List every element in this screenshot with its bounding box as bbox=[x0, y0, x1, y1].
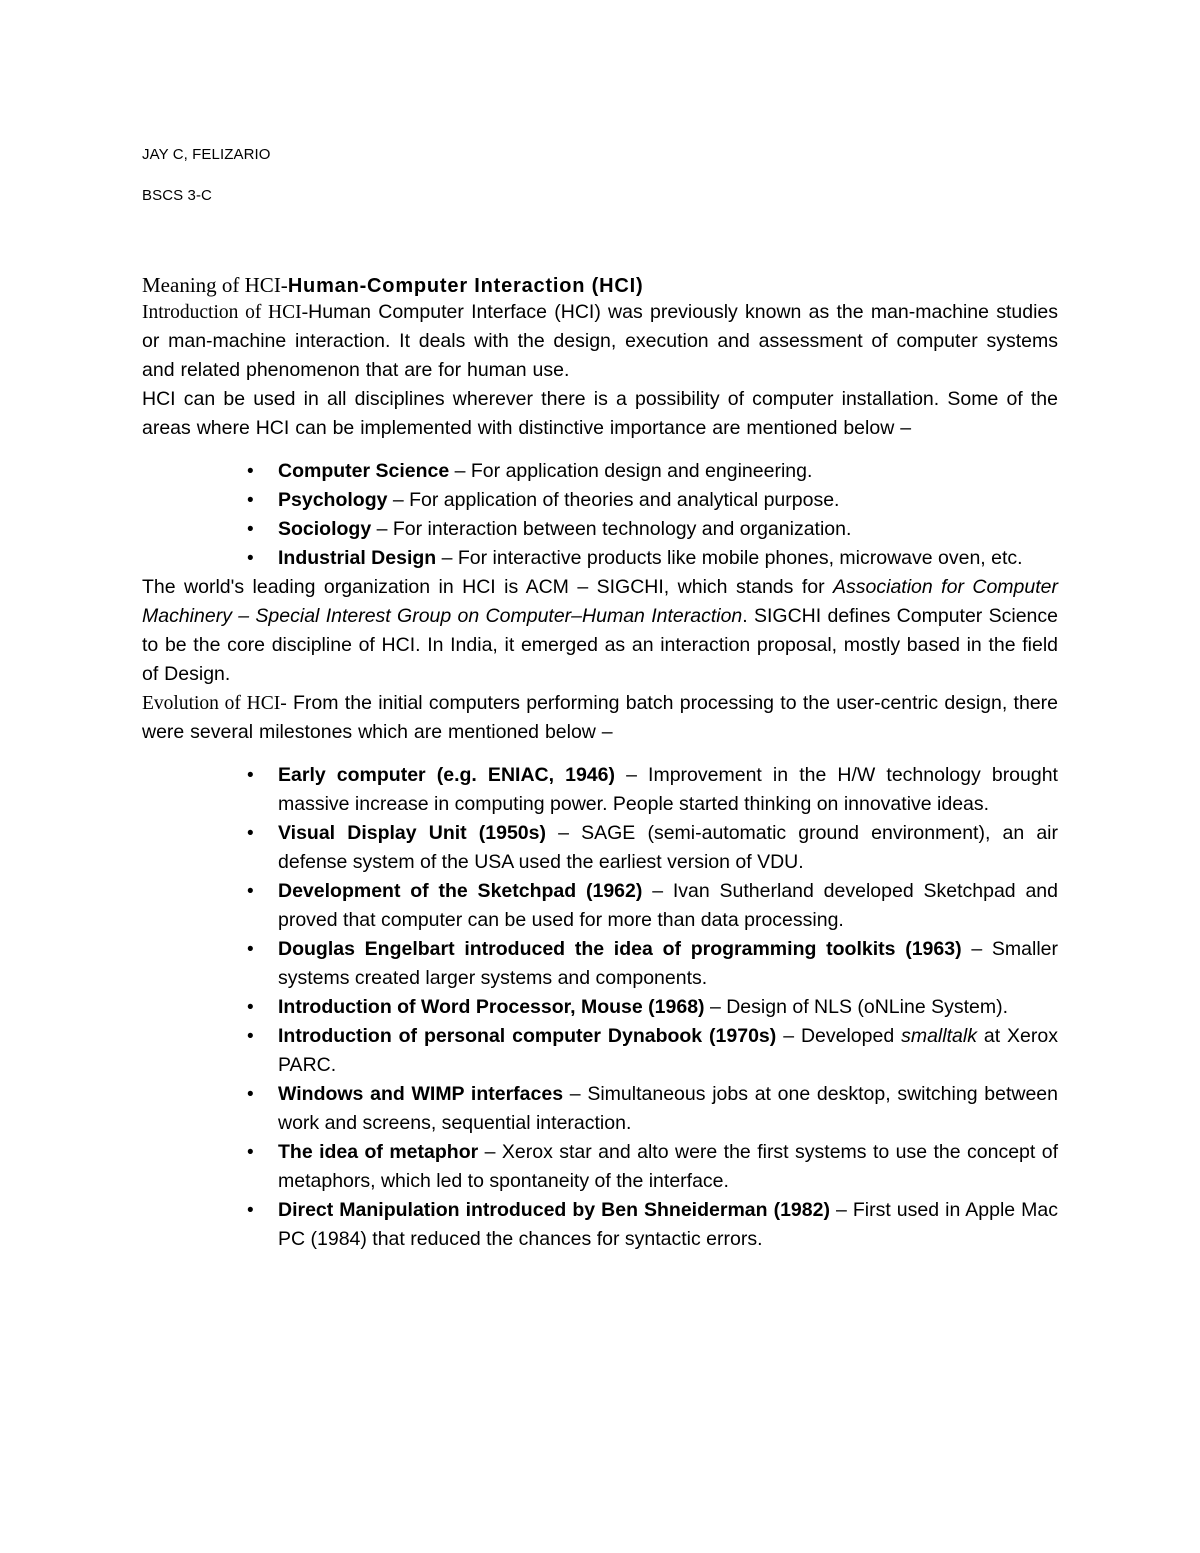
list-item-desc: – Improvement in the H/W technology brought massive increase in computing power. People started thinking on innovative ideas. bbox=[278, 764, 1058, 815]
document-content bbox=[142, 140, 1058, 1254]
list-item bbox=[247, 1196, 1058, 1254]
bullet-icon: • bbox=[247, 1026, 254, 1047]
list-item-term: Introduction of personal computer Dynabook (1970s) bbox=[278, 1025, 777, 1047]
list-item-term: Development of the Sketchpad (1962) bbox=[278, 880, 643, 902]
evolution-text: From the initial computers performing batch processing to the user-centric design, there were several milestones which are mentioned below – bbox=[142, 692, 1059, 743]
bullet-icon: • bbox=[247, 881, 254, 902]
bullet-icon: • bbox=[247, 823, 254, 844]
bullet-icon: • bbox=[247, 997, 254, 1018]
document-title bbox=[142, 273, 1058, 298]
evolution-paragraph bbox=[142, 689, 1058, 747]
list-item-term: Direct Manipulation introduced by Ben Shneiderman (1982) bbox=[278, 1199, 830, 1221]
list-item-desc: – For interactive products like mobile phones, microwave oven, etc. bbox=[436, 547, 1023, 569]
list-item bbox=[247, 544, 1058, 573]
title-bold-part: Human-Computer Interaction (HCI) bbox=[287, 275, 644, 297]
acm-text-a: The world's leading organization in HCI is ACM – SIGCHI, which stands for bbox=[142, 576, 834, 598]
list-item-desc: – Smaller systems created larger systems and components. bbox=[278, 938, 1059, 989]
list-item bbox=[247, 1138, 1058, 1196]
list-item-desc: – First used in Apple Mac PC (1984) that reduced the chances for syntactic errors. bbox=[278, 1199, 1058, 1250]
list-item bbox=[247, 993, 1058, 1022]
list-item bbox=[247, 1022, 1058, 1080]
acm-text-b: . SIGCHI defines Computer Science to be the core discipline of HCI. In India, it emerged as an interaction proposal, mostly based in the field of Design. bbox=[142, 605, 1058, 685]
intro-text: Human Computer Interface (HCI) was previously known as the man-machine studies or man-machine interaction. It deals with the design, execution and assessment of computer systems and related phenomenon that are for human use. bbox=[142, 301, 1059, 381]
list-item bbox=[247, 486, 1058, 515]
bullet-icon: • bbox=[247, 1084, 254, 1105]
list-item-desc-a: – Developed bbox=[776, 1025, 902, 1047]
list-item-desc: – Design of NLS (oNLine System). bbox=[704, 996, 1009, 1018]
bullet-icon: • bbox=[247, 1200, 254, 1221]
title-serif-part: Meaning of HCI- bbox=[142, 273, 288, 297]
author-name: JAY C, FELIZARIO bbox=[142, 146, 271, 163]
disciplines-paragraph: HCI can be used in all disciplines wherever there is a possibility of computer installation. Some of the areas where HCI can be implemented with distinctive importance are mentioned below – bbox=[142, 388, 1058, 439]
areas-list bbox=[142, 457, 1058, 573]
list-item bbox=[247, 1080, 1058, 1138]
intro-paragraph bbox=[142, 298, 1058, 385]
bullet-icon: • bbox=[247, 548, 254, 569]
list-item-desc-italic: smalltalk bbox=[901, 1025, 977, 1047]
list-item-desc: – Ivan Sutherland developed Sketchpad and proved that computer can be used for more than data processing. bbox=[278, 880, 1058, 931]
list-item bbox=[247, 935, 1059, 993]
list-item bbox=[247, 819, 1059, 877]
bullet-icon: • bbox=[247, 939, 254, 960]
list-item-term: Douglas Engelbart introduced the idea of programming toolkits (1963) bbox=[278, 938, 962, 960]
list-item bbox=[247, 515, 1058, 544]
list-item-term: Psychology bbox=[278, 489, 388, 511]
list-item bbox=[247, 761, 1058, 819]
evolution-lead: Evolution of HCI- bbox=[142, 693, 287, 714]
list-item-desc: – Simultaneous jobs at one desktop, switching between work and screens, sequential interaction. bbox=[278, 1083, 1058, 1134]
list-item-desc: – Xerox star and alto were the first systems to use the concept of metaphors, which led to spontaneity of the interface. bbox=[278, 1141, 1058, 1192]
acm-italic: Association for Computer Machinery – Special Interest Group on Computer–Human Interaction bbox=[142, 576, 1058, 627]
list-item-term: Sociology bbox=[278, 518, 372, 540]
list-item-term: Computer Science bbox=[278, 460, 450, 482]
list-item-term: Early computer (e.g. ENIAC, 1946) bbox=[278, 764, 615, 786]
list-item bbox=[247, 877, 1058, 935]
list-item-desc-b: at Xerox PARC. bbox=[278, 1025, 1058, 1076]
list-item-desc: – For interaction between technology and organization. bbox=[371, 518, 852, 540]
milestones-list bbox=[142, 761, 1058, 1254]
acm-paragraph bbox=[142, 573, 1058, 689]
bullet-icon: • bbox=[247, 490, 254, 511]
list-item-desc: – SAGE (semi-automatic ground environment), an air defense system of the USA used the earliest version of VDU. bbox=[278, 822, 1059, 873]
list-item-term: Visual Display Unit (1950s) bbox=[278, 822, 546, 844]
list-item bbox=[247, 457, 1058, 486]
bullet-icon: • bbox=[247, 1142, 254, 1163]
bullet-icon: • bbox=[247, 519, 254, 540]
intro-lead: Introduction of HCI- bbox=[142, 302, 309, 323]
bullet-icon: • bbox=[247, 765, 254, 786]
course-section: BSCS 3-C bbox=[142, 187, 212, 204]
list-item-desc: – For application of theories and analytical purpose. bbox=[387, 489, 840, 511]
list-item-term: Introduction of Word Processor, Mouse (1968) bbox=[278, 996, 705, 1018]
bullet-icon: • bbox=[247, 461, 254, 482]
list-item-term: Industrial Design bbox=[278, 547, 437, 569]
list-item-term: Windows and WIMP interfaces bbox=[278, 1083, 564, 1105]
list-item-term: The idea of metaphor bbox=[278, 1141, 479, 1163]
list-item-desc: – For application design and engineering. bbox=[449, 460, 813, 482]
